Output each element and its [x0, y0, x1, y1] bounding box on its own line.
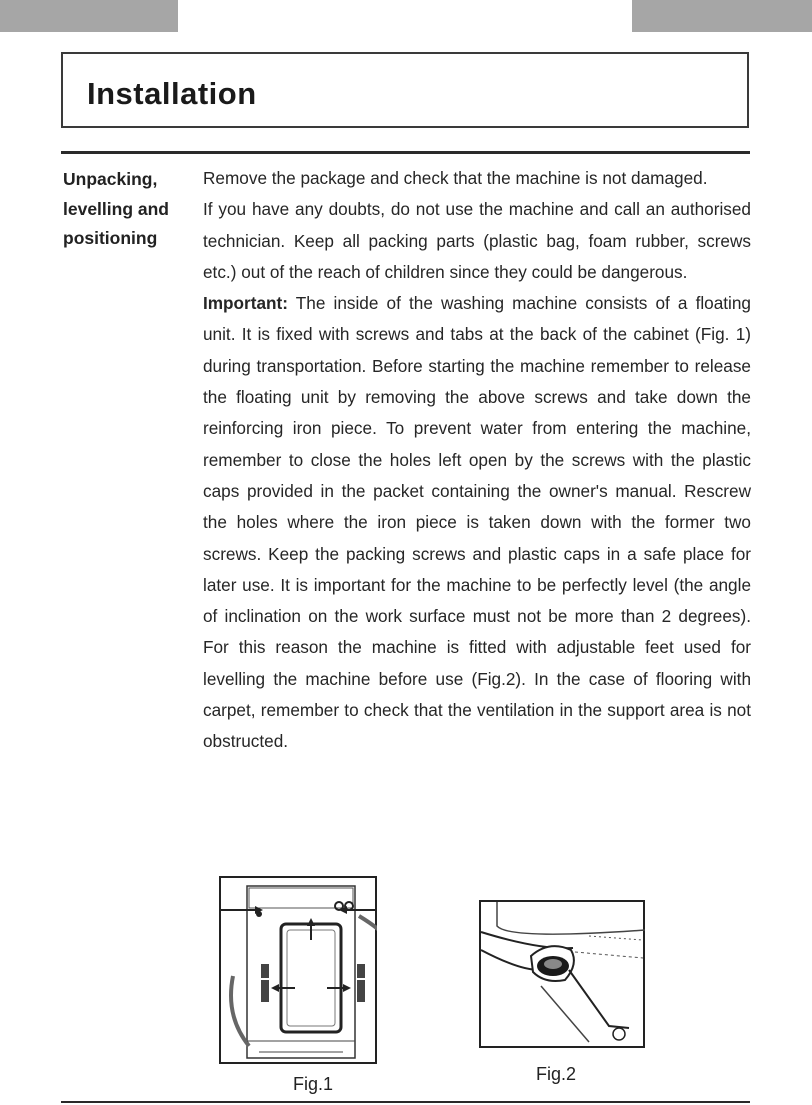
paragraph-unpack: Remove the package and check that the machine is not damaged.	[203, 168, 708, 188]
header-tab-left	[0, 0, 178, 32]
top-divider	[61, 151, 750, 154]
important-label: Important:	[203, 293, 288, 314]
figure-2-caption: Fig.2	[536, 1064, 577, 1084]
figure-1-caption: Fig.1	[293, 1074, 334, 1094]
title-box	[61, 52, 749, 128]
figure-1-machine-back-illustration	[219, 876, 377, 1064]
important-text: The inside of the washing machine consists of a floating unit. It is fixed with screws and tabs at the back of the cabinet (Fig. 1) during transportation. Before starting the machine remember to release the floating unit by removing the above screws and take down the reinforcing iron piece. To prevent water from entering the machine, remember to close the holes left open by the screws with the plastic caps provided in the packet containing the owner's manual. Rescrew the holes where the iron piece is taken down with the former two screws. Keep the packing screws and plastic caps in a safe place for later use. It is important for the machine to be perfectly level (the angle of inclination on the work surface must not be more than 2 degrees). For this reason the machine is fitted with adjustable feet used for levelling the machine before use (Fig.2). In the case of flooring with carpet, remember to check that the ventilation in the support area is not obstructed.	[203, 293, 751, 752]
section-body	[203, 163, 751, 758]
section-label-line-1: Unpacking,	[63, 169, 158, 189]
bottom-divider	[61, 1101, 750, 1103]
header-tab-right	[632, 0, 812, 32]
paragraph-doubts: If you have any doubts, do not use the machine and call an authorised technician. Keep all packing parts (plastic bag, foam rubber, screws etc.) out of the reach of children since they could be dangerous.	[203, 199, 751, 282]
section-label-line-3: positioning	[63, 228, 158, 248]
paragraph-important	[203, 288, 751, 757]
page-title: Installation	[87, 76, 257, 111]
figure-2-adjustable-foot-illustration	[479, 900, 645, 1048]
section-label-line-2: levelling and	[63, 198, 169, 219]
section-label	[63, 165, 193, 254]
